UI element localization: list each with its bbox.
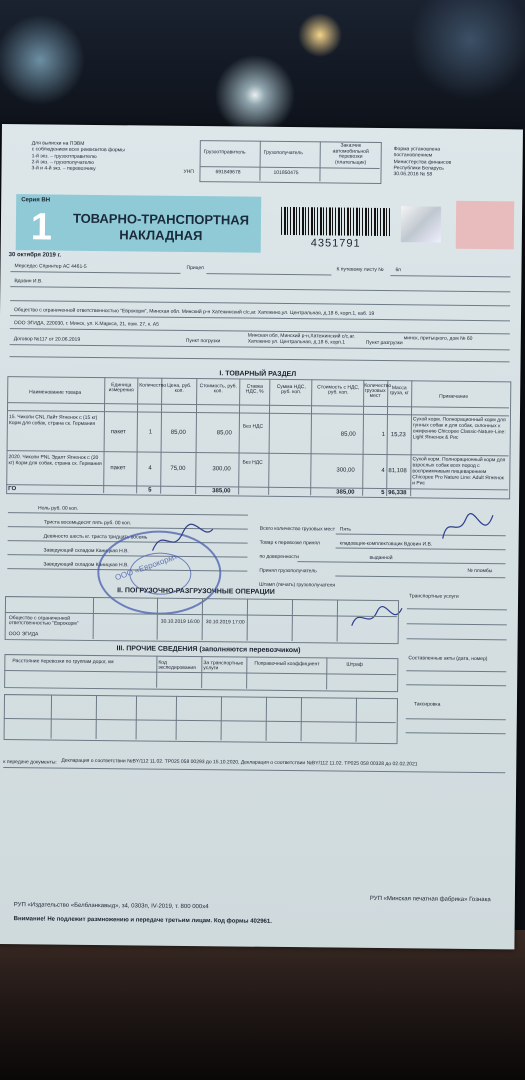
th-cost: Стоимость, руб. коп.: [199, 383, 237, 395]
barcode: [281, 207, 391, 236]
row1-mass: 15,23: [390, 432, 406, 439]
driver: Вдовин И.В.: [14, 278, 43, 285]
row2-total: 300,00: [336, 467, 355, 474]
background-car-interior: [0, 930, 525, 1080]
document-date: 30 октября 2019 г.: [8, 252, 62, 259]
row2-name: 2020. Чикопи PNL Эдалт Ягненок с (20 кг) Корм для собак, страна ск. Германия: [8, 454, 102, 468]
declaration-label: к передаче документы:: [3, 759, 57, 766]
totals-places: 5: [381, 489, 385, 497]
row2-note: Сухой корм. Полнорационный корм для взрослых собак всех пород с восприимчивым пищеварением Chicopee Pro Nature Line: Adult Ягненок и Рис: [412, 456, 506, 487]
row2-qty: 4: [148, 465, 152, 472]
printer-right: РУП «Минская печатная фабрика» Гознака: [369, 895, 491, 904]
issued-label: выданной: [369, 554, 393, 562]
signature-1: [147, 521, 217, 562]
row1-places: 1: [381, 431, 386, 439]
taxation-label: Таксировка: [413, 701, 441, 708]
acts-label: Составленные акты (дата, номер): [408, 655, 488, 663]
col-consignee-label: Грузополучатель: [263, 149, 303, 157]
sum-total: Триста восемьдесят пять руб. 00 коп.: [43, 519, 132, 527]
totals-mass: 96,338: [388, 490, 407, 497]
col-customer-label: Заказчик автомобильной перевозки (плательщик): [332, 142, 369, 166]
company-stamp: ООО «Еврокорм»: [97, 530, 222, 615]
th-vat: Сумма НДС, руб. коп.: [276, 383, 306, 396]
th-name: Наименование товара: [29, 389, 82, 396]
seal-label: № пломбы: [467, 567, 493, 575]
transport-services-label: Транспортные услуги: [409, 593, 459, 600]
row1-total: 85,00: [340, 431, 356, 438]
trailer-label: Прицеп: [186, 264, 205, 272]
row2-unit: пакет: [110, 465, 126, 472]
series-label: Серия ВН: [21, 197, 51, 204]
loading-point: Минская обл, Минский р-н,Хатежинский с/с,аг. Хатежино ул. Центральная, д.18 б, корп.1: [247, 332, 356, 346]
vehicle: Мерседес Спринтер АС 4461-5: [14, 263, 87, 270]
header-right-note: Форма установлена постановлением Министерства финансов Республики Беларусь 30.06.2016 № 58: [393, 146, 452, 178]
security-mark: [456, 201, 514, 250]
places-total: Пять: [339, 526, 352, 533]
unp-consignee: 101850475: [273, 169, 299, 177]
copy-number: 1: [30, 206, 53, 249]
released-by: Девяносто шесть кг. триста тридцать восемь: [43, 533, 148, 541]
totals-qty: 5: [148, 487, 152, 494]
row2-mass: 81,108: [388, 468, 407, 475]
th-price: Цена, руб. коп.: [167, 382, 192, 394]
hologram: [401, 206, 441, 242]
power-of-attorney-label: по доверенности: [259, 553, 299, 561]
document-number: 4351791: [310, 237, 361, 250]
row2-vat-rate: Без НДС: [242, 459, 263, 466]
row1-unit: пакет: [110, 429, 126, 436]
th-transport-services: За транспортные услуги: [203, 660, 244, 672]
accepted-label: Товар к перевозке принял: [259, 539, 320, 547]
consignee: ООО ЭГИДА, 220030, г. Минск, ул. К.Маркса, 21, пом. 27, к. А5: [13, 320, 159, 328]
printer-left: РУП «Издательство «Белбланкавыд», з4, 0303п, IV-2019, т. 800 000х4: [13, 902, 209, 911]
col-shipper-label: Грузоотправитель: [203, 149, 246, 156]
th-unit: Единица измерения: [108, 382, 134, 394]
declaration-text: Декларация о соответствии №BY/112 11.02. ТР025 058 00293 до 15.10.2020, Декларация о соответствии №BY/112 11.02. ТР025 058 00328 до 02.02.2021: [61, 757, 418, 768]
warehouse-2: Заведующий складом Каницкая Н.В.: [43, 561, 129, 569]
operation-customer: ООО ЭГИДА: [8, 631, 39, 638]
unloading-point-label: Пункт разгрузки: [365, 339, 403, 347]
waybill-value: 6п: [395, 267, 402, 274]
warehouse-1: Заведующий складом Каницкая Н.В.: [43, 547, 129, 555]
row1-note: Сухой корм. Полнорационный корм для гунных собак и для собак, склонных к ожирению Chicopee Classic-Nature-Line: Light Ягненок & Рис: [412, 416, 506, 441]
th-total: Стоимость с НДС, руб. коп.: [317, 384, 360, 396]
th-forwarding-code: Код экспедирования: [158, 659, 196, 672]
waybill-document: [0, 124, 523, 949]
totals-label: ГО: [8, 486, 17, 493]
section2-title: II. ПОГРУЗОЧНО-РАЗГРУЗОЧНЫЕ ОПЕРАЦИИ: [117, 587, 275, 596]
th-qty: Количество: [139, 382, 167, 389]
row1-qty: 1: [148, 429, 153, 436]
th-distance: Расстояние перевозки по группам дорог, км: [12, 658, 114, 666]
received-label: Принял грузополучатель: [259, 567, 317, 575]
th-note: Примечание: [439, 393, 469, 400]
row2-places: 4: [381, 467, 385, 475]
sum-vat: Ноль руб. 00 коп.: [37, 505, 79, 512]
waybill-label: К путевому листу №: [336, 266, 384, 274]
section3-title: III. ПРОЧИЕ СВЕДЕНИЯ (заполняются перевозчиком): [116, 645, 301, 655]
totals-cost: 385,00: [212, 488, 231, 495]
totals-total: 385,00: [336, 489, 355, 496]
section1-title: I. ТОВАРНЫЙ РАЗДЕЛ: [219, 370, 297, 379]
shipper: Общество с ограниченной ответственностью "Еврокорм", Минская обл. Минский р-н Хатежинский с/с,аг. Хатежино,ул. Центральная, д.18 б, корп.1, каб. 19: [14, 307, 375, 317]
row2-cost: 300,00: [212, 466, 231, 473]
row2-price: 75,00: [170, 465, 186, 472]
operation-company: Общество с ограниченной ответственностью "Еврокорм": [8, 615, 79, 627]
loading-point-label: Пункт погрузки: [185, 337, 221, 345]
unp-shipper: 691849678: [215, 169, 241, 176]
stamp-label: Штамп (печать) грузополучателя: [259, 581, 336, 589]
warning-text: Внимание! Не подлежит размножению и передаче третьим лицам. Код формы 402961.: [13, 916, 272, 925]
row1-price: 85,00: [170, 429, 186, 436]
unp-label: УНП: [183, 168, 194, 176]
departure-time: 30.10.2019 17:00: [205, 619, 245, 626]
th-mass: Масса груза, кг: [389, 385, 409, 397]
row1-vat-rate: Без НДС: [242, 423, 264, 430]
contract: Договор №117 от 20.06.2019: [13, 336, 81, 343]
row1-name: 15. Чикопи CNL Лайт Ягненок с (15 кг) Корм для собак, страна ск. Германия: [8, 414, 98, 427]
accepted-value: кладовщик-комплектовщик Вдовин И.В.: [339, 540, 433, 548]
document-title: ТОВАРНО-ТРАНСПОРТНАЯ НАКЛАДНАЯ: [72, 210, 250, 243]
th-vat-rate: Ставка НДС, %: [245, 383, 264, 395]
th-fine: Штраф: [346, 661, 363, 668]
header-left-note: Для выписки на ПЭВМ с соблюдением всех реквизитов формы 1-й экз. – грузоотправителю 2-й экз. – грузополучателю 3-й и 4-й экз. – перевозчику: [31, 140, 125, 172]
th-correction: Поправочный коэффициент: [254, 660, 320, 668]
arrival-time: 30.10.2019 16:00: [160, 618, 200, 626]
unloading-point: минск, притыцкого, дом № 60: [403, 335, 473, 342]
signature-2: [438, 509, 498, 550]
row1-cost: 85,00: [216, 430, 232, 437]
th-places: Количество грузовых мест: [364, 382, 392, 399]
background-night-street: [0, 0, 525, 140]
places-total-label: Всего количество грузовых мест: [259, 525, 336, 533]
